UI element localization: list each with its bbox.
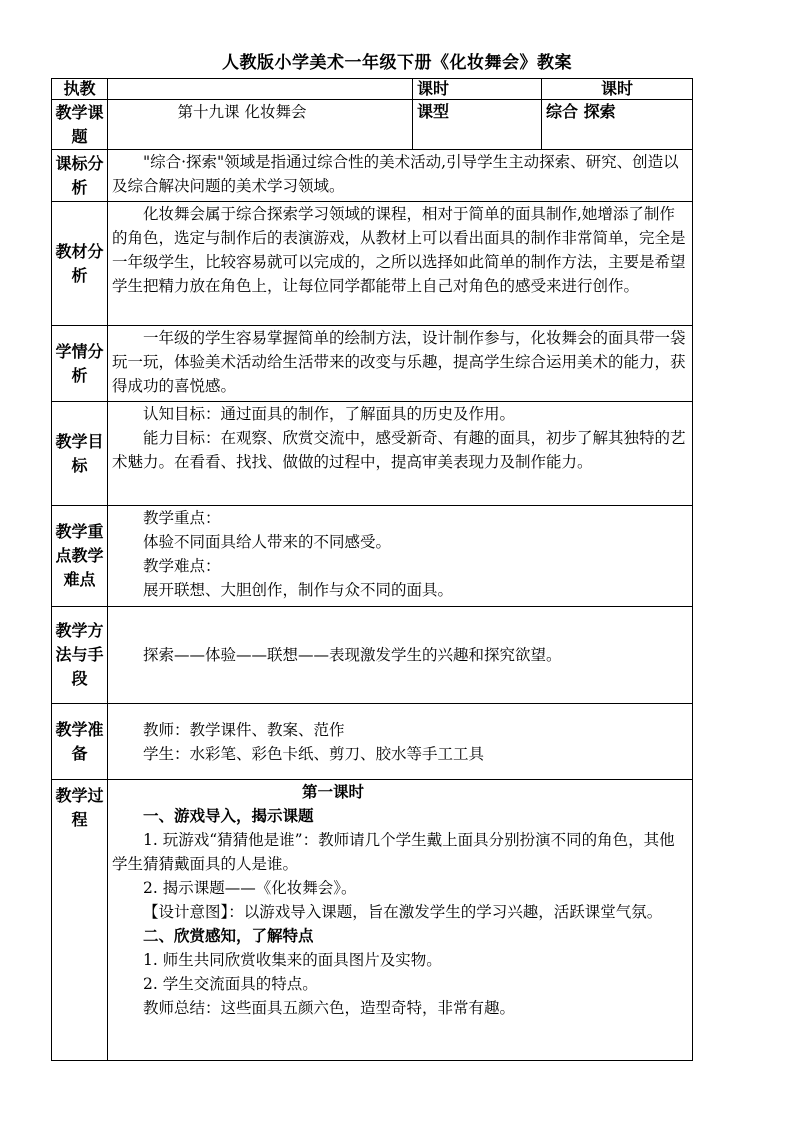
goals-row — [52, 402, 693, 506]
focus-title: 教学重点： — [143, 509, 221, 527]
hours-label: 课时 — [413, 79, 542, 100]
section1-item1: 1. 玩游戏“猜猜他是谁”：教师请几个学生戴上面具分别扮演不同的角色，其他学生猜猜戴面具的人是谁。 — [112, 831, 675, 873]
goal-cognitive: 认知目标：通过面具的制作，了解面具的历史及作用。 — [143, 405, 516, 423]
section1-title: 一、游戏导入，揭示课题 — [143, 807, 314, 825]
keypoints-label: 教学重点教学难点 — [52, 506, 108, 607]
topic-row — [52, 100, 693, 150]
standard-text: "综合·探索"领域是指通过综合性的美术活动,引导学生主动探索、研究、创造以及综合解决问题的美术学习领域。 — [112, 153, 679, 195]
hours-value: 课时 — [542, 79, 693, 100]
methods-row — [52, 607, 693, 704]
type-value: 综合 探索 — [542, 100, 693, 150]
section1-item2: 2. 揭示课题——《化妆舞会》。 — [143, 879, 357, 897]
section2-title: 二、欣赏感知，了解特点 — [143, 927, 314, 945]
document-title: 人教版小学美术一年级下册《化妆舞会》教案 — [222, 53, 572, 73]
focus-text: 体验不同面具给人带来的不同感受。 — [143, 533, 392, 551]
methods-label: 教学方法与手段 — [52, 607, 108, 704]
standard-label: 课标分析 — [52, 150, 108, 202]
process-label: 教学过程 — [52, 780, 108, 1061]
header-row — [52, 79, 693, 100]
textbook-text: 化妆舞会属于综合探索学习领域的课程，相对于简单的面具制作,她增添了制作的角色，选定与制作后的表演游戏，从教材上可以看出面具的制作非常简单，完全是一年级学生，比较容易就可以完成的，之所以选择如此简单的制作方法，主要是希望学生把精力放在角色上，让每位同学都能带上自己对角色的感受来进行创作。 — [112, 205, 686, 295]
section2-item1: 1. 师生共同欣赏收集来的面具图片及实物。 — [143, 951, 442, 969]
session-title: 第一课时 — [302, 783, 365, 801]
section1-intent: 【设计意图】：以游戏导入课题，旨在激发学生的学习兴趣，活跃课堂气氛。 — [143, 903, 663, 921]
keypoints-row — [52, 506, 693, 607]
teacher-value — [108, 79, 413, 100]
goal-ability: 能力目标：在观察、欣赏交流中，感受新奇、有趣的面具，初步了解其独特的艺术魅力。在看看、找找、做做的过程中，提高审美表现力及制作能力。 — [112, 429, 686, 471]
type-label: 课型 — [413, 100, 542, 150]
goals-label: 教学目标 — [52, 402, 108, 506]
topic-value: 第十九课 化妆舞会 — [108, 100, 413, 150]
standard-row — [52, 150, 693, 202]
difficulty-text: 展开联想、大胆创作，制作与众不同的面具。 — [143, 581, 454, 599]
topic-label: 教学课题 — [52, 100, 108, 150]
students-row — [52, 326, 693, 402]
teacher-label: 执教 — [52, 79, 108, 100]
process-row — [52, 780, 693, 1061]
prep-teacher: 教师：教学课件、教案、范作 — [143, 720, 345, 739]
textbook-row — [52, 202, 693, 326]
section2-summary: 教师总结：这些面具五颜六色，造型奇特，非常有趣。 — [143, 999, 516, 1017]
textbook-label: 教材分析 — [52, 202, 108, 326]
lesson-plan-table — [51, 78, 693, 1061]
methods-text: 探索——体验——联想——表现激发学生的兴趣和探究欲望。 — [143, 646, 562, 664]
prep-label: 教学准备 — [52, 704, 108, 780]
section2-item2: 2. 学生交流面具的特点。 — [143, 975, 318, 993]
difficulty-title: 教学难点： — [143, 557, 221, 575]
prep-row — [52, 704, 693, 780]
students-label: 学情分析 — [52, 326, 108, 402]
prep-student: 学生：水彩笔、彩色卡纸、剪刀、胶水等手工工具 — [143, 744, 485, 763]
students-text: 一年级的学生容易掌握简单的绘制方法，设计制作参与，化妆舞会的面具带一袋玩一玩，体验美术活动给生活带来的改变与乐趣，提高学生综合运用美术的能力，获得成功的喜悦感。 — [112, 329, 686, 395]
